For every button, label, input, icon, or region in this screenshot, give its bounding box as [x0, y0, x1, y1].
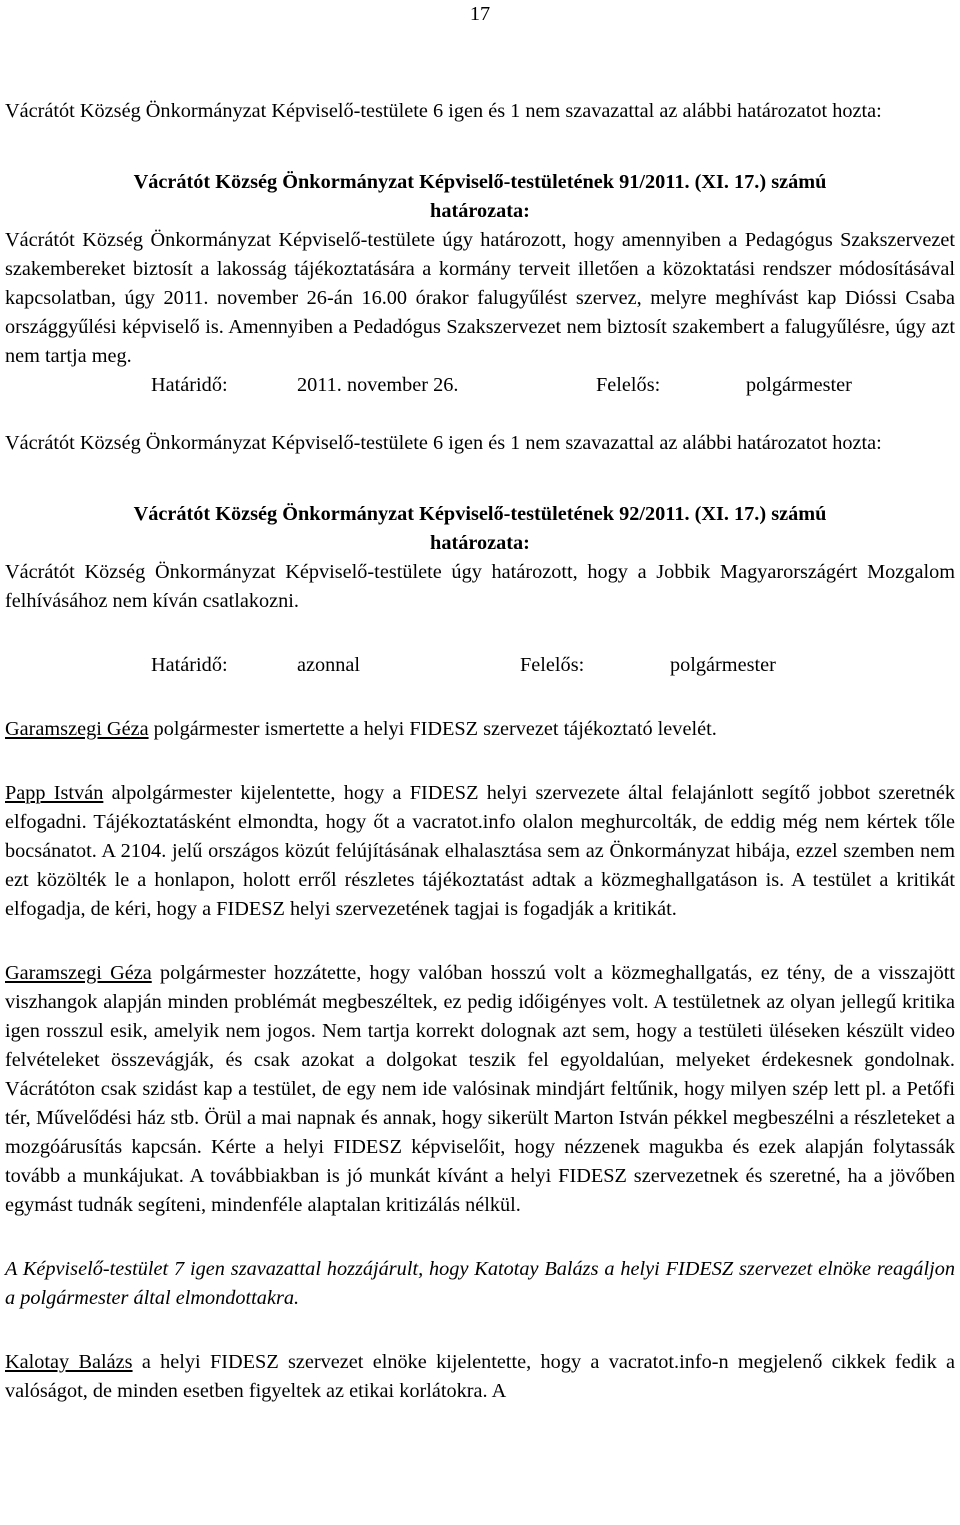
deadline-value: 2011. november 26. — [297, 374, 459, 396]
paragraph-mayor-letter — [5, 715, 955, 744]
resolution-2-intro: Vácrátót Község Önkormányzat Képviselő-testülete 6 igen és 1 nem szavazattal az alábbi határozatot hozta: — [5, 432, 882, 454]
speaker-name: Garamszegi Géza — [5, 718, 149, 740]
resolution-2-title: Vácrátót Község Önkormányzat Képviselő-testületének 92/2011. (XI. 17.) számú — [133, 503, 827, 525]
resolution-1-intro: Vácrátót Község Önkormányzat Képviselő-testülete 6 igen és 1 nem szavazattal az alábbi határozatot hozta: — [5, 100, 882, 122]
resolution-1-title: Vácrátót Község Önkormányzat Képviselő-testületének 91/2011. (XI. 17.) számú — [133, 171, 827, 193]
paragraph-deputy-mayor — [5, 779, 955, 924]
paragraph-text: alpolgármester kijelentette, hogy a FIDESZ helyi szervezete által felajánlott segítő jobbot szeretnék elfogadni. Tájékoztatásként elmondta, hogy őt a vacratot.info olalon meghurcolták, de eddig még nem kértek tőle bocsánatot. A 2104. jelű országos közút felújításának elhalasztása sem az Önkormányzat hibája, ezzel szemben nem ezt közölték le a honlapon, holott erről részletes tájékoztatást adtak a közmeghallgatáson is. A testület a kritikát elfogadja, de kéri, hogy a FIDESZ helyi szervezetének tagjai is fogadják a kritikát. — [5, 782, 955, 920]
resolution-2-body: Vácrátót Község Önkormányzat Képviselő-testülete úgy határozott, hogy a Jobbik Magyarországért Mozgalom felhívásához nem kíván csatlakozni. — [5, 561, 955, 612]
resolution-2-deadline-row — [5, 651, 955, 680]
resolution-2-subtitle: határozata: — [430, 532, 530, 554]
paragraph-text: polgármester ismertette a helyi FIDESZ szervezet tájékoztató levelét. — [148, 718, 717, 740]
deadline-label: Határidő: — [151, 374, 228, 396]
responsible-label: Felelős: — [520, 654, 585, 676]
page-number: 17 — [469, 3, 491, 25]
speaker-name: Kalotay Balázs — [5, 1351, 133, 1373]
deadline-value: azonnal — [297, 654, 361, 676]
paragraph-text: polgármester hozzátette, hogy valóban hosszú volt a közmeghallgatás, ez tény, de a visszajött viszhangok alapján minden problémát megbeszéltek, ez pedig időigényes volt. A testületnek az olyan jellegű kritika igen rosszul esik, amelyik nem jogos. Nem tartja korrekt dolognak azt sem, hogy a testületi üléseken készült video felvételeket összevágják, és csak azokat a dolgokat teszik fel egyoldalúan, melyeket érdekesnek gondolnak. Vácrátóton csak szidást kap a testület, de egy nem ide valósinak mindjárt feltűnik, hogy milyen szép lett pl. a Petőfi tér, Művelődési ház stb. Örül a mai napnak és annak, hogy sikerült Marton István pékkel megbeszélni a részleteket a mozgóárusítás kapcsán. Kérte a helyi FIDESZ képviselőit, hogy nézzenek magukba és ezek alapján folytassák tovább a munkájukat. A továbbiakban is jó munkát kívánt a helyi FIDESZ szervezetnek és szeretné, ha a jövőben egymást tudnák segíteni, mindenféle alaptalan kritizálás nélkül. — [5, 962, 956, 1216]
resolution-1-subtitle: határozata: — [430, 200, 530, 222]
responsible-value: polgármester — [746, 374, 852, 396]
speaker-name: Papp István — [5, 782, 104, 804]
responsible-value: polgármester — [670, 654, 776, 676]
paragraph-fidesz-chair — [5, 1348, 955, 1406]
responsible-label: Felelős: — [596, 374, 661, 396]
paragraph-mayor-addition — [5, 959, 955, 1220]
paragraph-vote-note: A Képviselő-testület 7 igen szavazattal hozzájárult, hogy Katotay Balázs a helyi FIDESZ szervezet elnöke reagáljon a polgármester által elmondottakra. — [5, 1258, 955, 1309]
deadline-label: Határidő: — [151, 654, 228, 676]
speaker-name: Garamszegi Géza — [5, 962, 152, 984]
resolution-1-deadline-row — [5, 371, 955, 400]
page-content — [5, 97, 955, 1406]
paragraph-text: a helyi FIDESZ szervezet elnöke kijelentette, hogy a vacratot.info-n megjelenő cikkek fedik a valóságot, de minden esetben figyeltek az etikai korlátokra. A — [5, 1351, 955, 1402]
resolution-1-body: Vácrátót Község Önkormányzat Képviselő-testülete úgy határozott, hogy amennyiben a Pedagógus Szakszervezet szakembereket biztosít a lakosság tájékoztatására a kormány terveit illetően a közoktatási rendszer módosításával kapcsolatban, úgy 2011. november 26-án 16.00 órakor falugyűlést szervez, melyre meghívást kap Dióssi Csaba országgyűlési képviselő is. Amennyiben a Pedadógus Szakszervezet nem biztosít szakembert a falugyűlésre, úgy azt nem tartja meg. — [5, 229, 955, 367]
